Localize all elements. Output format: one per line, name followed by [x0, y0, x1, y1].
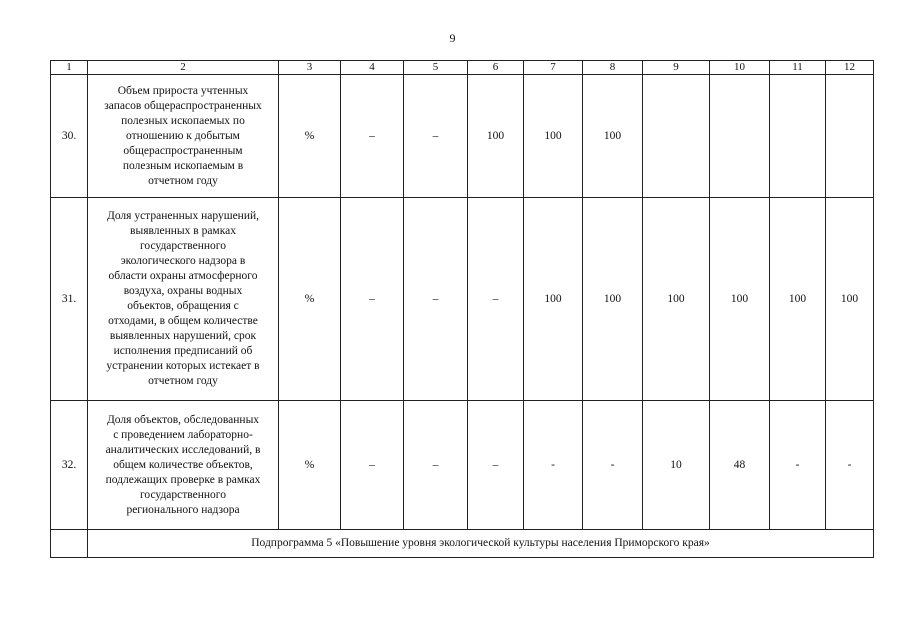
value-cell: [826, 75, 874, 198]
indicators-table: [50, 60, 874, 558]
value-cell: 100: [770, 198, 826, 401]
description-line: воздуха, охраны водных: [123, 285, 243, 297]
subprogram-row: [51, 530, 874, 558]
description-line: выявленных нарушений, срок: [109, 330, 257, 342]
value-cell: –: [404, 75, 468, 198]
description-line: общем количестве объектов,: [113, 458, 253, 471]
header-cell: 10: [710, 61, 770, 75]
value-cell: 100: [524, 198, 583, 401]
description-line: аналитических исследований, в: [105, 443, 261, 456]
value-cell: –: [341, 198, 404, 401]
indicator-description: [88, 75, 279, 198]
value-cell: 100: [524, 75, 583, 198]
description-line: Объем прироста учтенных: [117, 84, 249, 97]
value-cell: -: [583, 401, 643, 530]
header-cell: 4: [341, 61, 404, 75]
description-line: с проведением лабораторно-: [113, 428, 253, 441]
description-line: устранении которых истекает в: [106, 360, 260, 372]
value-cell: –: [341, 401, 404, 530]
description-line: полезным ископаемым в: [122, 159, 244, 172]
description-line: исполнения предписаний об: [113, 345, 253, 357]
value-cell: 100: [643, 198, 710, 401]
header-cell: 9: [643, 61, 710, 75]
value-cell: [770, 75, 826, 198]
value-cell: –: [404, 198, 468, 401]
description-line: объектов, обращения с: [127, 300, 239, 312]
description-line: Доля объектов, обследованных: [106, 413, 260, 426]
header-row: [51, 61, 874, 75]
value-cell: –: [468, 401, 524, 530]
description-line: отношению к добытым: [126, 129, 240, 142]
empty-cell: [51, 530, 88, 558]
description-line: отчетном году: [148, 174, 218, 187]
value-cell: -: [770, 401, 826, 530]
value-cell: 100: [583, 75, 643, 198]
value-cell: -: [524, 401, 583, 530]
indicator-description: [88, 401, 279, 530]
value-cell: –: [341, 75, 404, 198]
description-line: отчетном году: [148, 375, 218, 387]
header-cell: 3: [279, 61, 341, 75]
unit-cell: %: [279, 198, 341, 401]
header-cell: 5: [404, 61, 468, 75]
description-line: регионального надзора: [126, 503, 240, 516]
unit-cell: %: [279, 401, 341, 530]
table-row: [51, 75, 874, 198]
value-cell: [710, 75, 770, 198]
value-cell: 10: [643, 401, 710, 530]
value-cell: –: [404, 401, 468, 530]
row-number: 30.: [51, 75, 88, 198]
value-cell: [643, 75, 710, 198]
description-line: государственного: [140, 240, 226, 252]
description-line: общераспространенным: [123, 144, 243, 157]
row-number: 32.: [51, 401, 88, 530]
value-cell: 100: [468, 75, 524, 198]
description-line: полезных ископаемых по: [121, 114, 245, 127]
header-cell: 1: [51, 61, 88, 75]
description-line: Доля устраненных нарушений,: [106, 210, 260, 222]
description-line: отходами, в общем количестве: [108, 315, 258, 327]
value-cell: -: [826, 401, 874, 530]
header-cell: 12: [826, 61, 874, 75]
value-cell: 100: [583, 198, 643, 401]
header-cell: 2: [88, 61, 279, 75]
indicator-description: [88, 198, 279, 401]
header-cell: 7: [524, 61, 583, 75]
description-line: области охраны атмосферного: [108, 270, 258, 282]
unit-cell: %: [279, 75, 341, 198]
value-cell: –: [468, 198, 524, 401]
header-cell: 8: [583, 61, 643, 75]
value-cell: 100: [826, 198, 874, 401]
header-cell: 11: [770, 61, 826, 75]
description-line: запасов общераспространенных: [104, 99, 262, 112]
description-line: подлежащих проверке в рамках: [105, 473, 261, 486]
description-line: экологического надзора в: [120, 255, 246, 267]
description-line: государственного: [140, 488, 226, 501]
page-number: 9: [449, 31, 456, 45]
table-row: [51, 198, 874, 401]
value-cell: 100: [710, 198, 770, 401]
subprogram-title: Подпрограмма 5 «Повышение уровня экологической культуры населения Приморского края»: [88, 530, 874, 558]
value-cell: 48: [710, 401, 770, 530]
header-cell: 6: [468, 61, 524, 75]
description-line: выявленных в рамках: [130, 225, 236, 237]
row-number: 31.: [51, 198, 88, 401]
table-row: [51, 401, 874, 530]
